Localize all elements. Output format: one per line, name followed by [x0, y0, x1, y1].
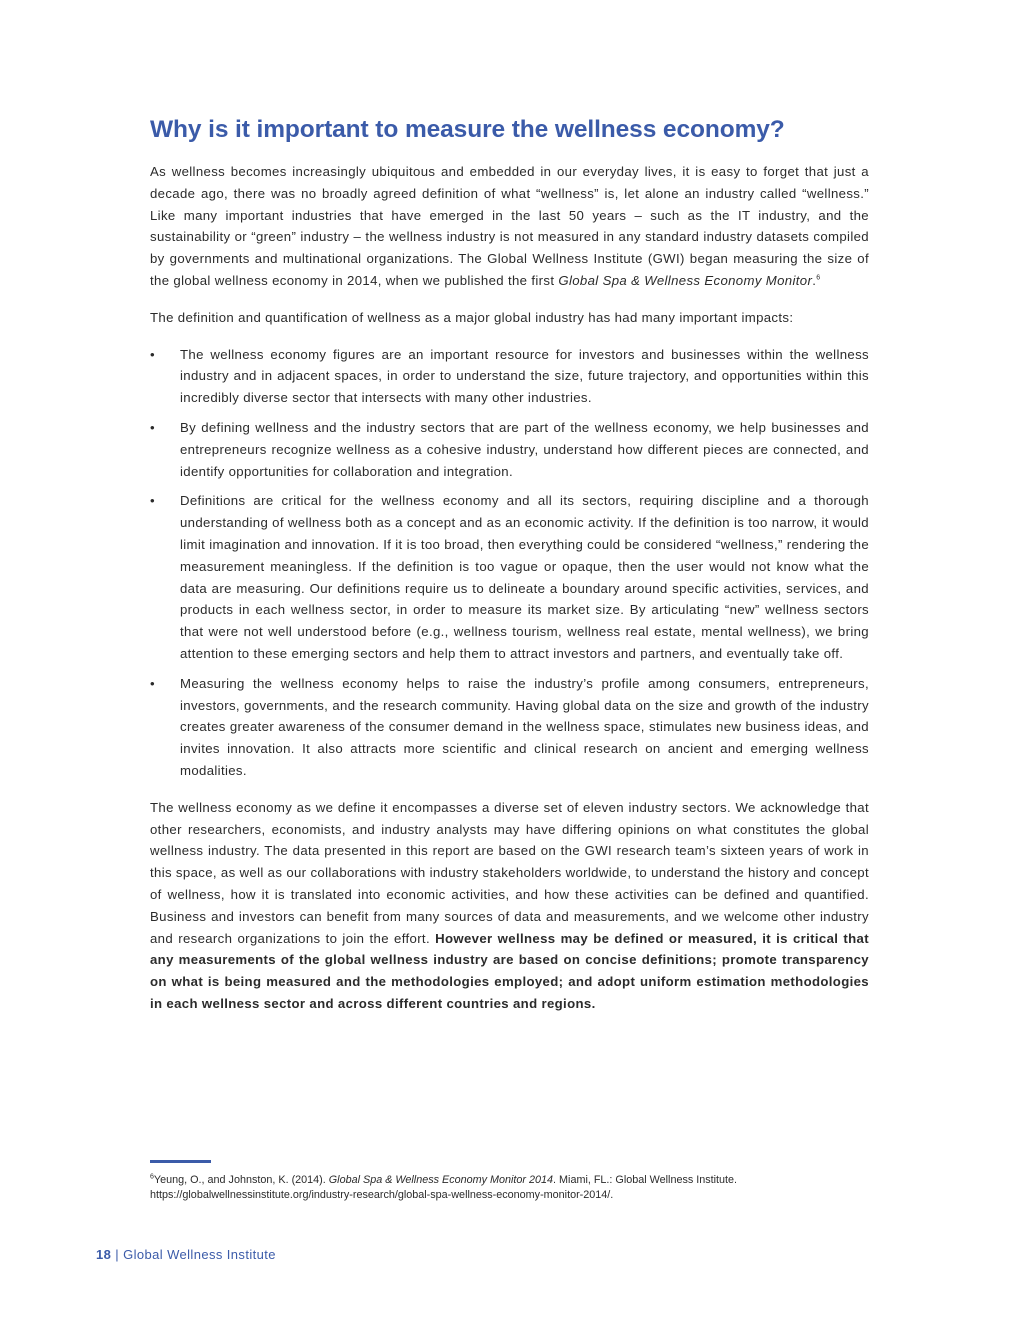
page-footer — [96, 1247, 276, 1262]
intro-text: As wellness becomes increasingly ubiquitous and embedded in our everyday lives, it is easy to forget that just a decade ago, there was no broadly agreed definition of what “wellness” is, let alone an industry called “wellness.” Like many important industries that have emerged in the last 50 years – such as the IT industry, and the sustainability or “green” industry – the wellness industry is not measured in any standard industry datasets compiled by governments and multinational organizations. The Global Wellness Institute (GWI) began measuring the size of the global wellness economy in 2014, when we published the first — [150, 164, 869, 288]
article-body — [150, 161, 869, 1030]
list-item — [150, 417, 869, 482]
bullet-icon: • — [150, 419, 155, 435]
footnote-publisher: . Miami, FL.: Global Wellness Institute. — [553, 1174, 738, 1186]
closing-text: The wellness economy as we define it encompasses a diverse set of eleven industry sectors. We acknowledge that other researchers, economists, and industry analysts may have differing opinions on what constitutes the global wellness industry. The data presented in this report are based on the GWI research team’s sixteen years of work in this space, as well as our collaborations with industry stakeholders worldwide, to understand the history and concept of wellness, how it is translated into economic activities, and how these activities can be defined and quantified. Business and investors can benefit from many sources of data and measurements, and we welcome other industry and research organizations to join the effort. — [150, 799, 870, 946]
list-item-text: Definitions are critical for the wellness economy and all its sectors, requiring discipline and a thorough understanding of wellness both as a concept and as an economic activity. If the definition is too narrow, it would limit imagination and innovation. If it is too broad, then everything could be considered “wellness,” rendering the measurement meaningless. If the definition is too vague or opaque, then the user would not know what the data are measuring. Our definitions require us to delineate a boundary around specific activities, services, and products in each wellness sector, in order to measure its market size. By articulating “new” wellness sectors that were not well understood before (e.g., wellness tourism, wellness real estate, mental wellness), we bring attention to these emerging sectors and help them to attract investors and partners, and eventually take off. — [180, 493, 870, 661]
footer-organization: Global Wellness Institute — [123, 1247, 276, 1262]
list-item-text: By defining wellness and the industry sectors that are part of the wellness economy, we help businesses and entrepreneurs recognize wellness as a cohesive industry, understand how different pieces are connected, and identify opportunities for collaboration and integration. — [180, 419, 869, 479]
page-title: Why is it important to measure the wellness economy? — [150, 116, 785, 143]
closing-emphasis: However wellness may be defined or measured, it is critical that any measurements of the global wellness industry are based on concise definitions; promote transparency on what is being measured and the methodologies employed; and adopt uniform estimation methodologies in each wellness sector and across different countries and regions. — [150, 930, 869, 1011]
list-item — [150, 344, 869, 409]
bullet-icon: • — [150, 346, 155, 362]
footnote-number: 6 — [150, 1173, 154, 1181]
list-item-text: Measuring the wellness economy helps to raise the industry’s profile among consumers, entrepreneurs, investors, governments, and the research community. Having global data on the size and growth of the industry creates greater awareness of the consumer demand in the wellness space, stimulates new business ideas, and invites innovation. It also attracts more scientific and clinical research on ancient and emerging wellness modalities. — [180, 675, 869, 778]
intro-publication-title: Global Spa & Wellness Economy Monitor — [558, 272, 813, 288]
intro-paragraph — [150, 161, 869, 292]
intro-end: . — [812, 272, 817, 288]
footnote-text: Yeung, O., and Johnston, K. (2014). — [153, 1174, 329, 1186]
list-item-text: The wellness economy figures are an important resource for investors and businesses within the wellness industry and in adjacent spaces, in order to understand the size, future trajectory, and opportunities within this incredibly diverse sector that intersects with many other industries. — [180, 346, 869, 406]
impacts-intro-paragraph: The definition and quantification of wellness as a major global industry has had many important impacts: — [150, 309, 794, 325]
list-item — [150, 490, 869, 664]
closing-paragraph — [150, 797, 869, 1015]
footnote-reference[interactable]: 6 — [816, 274, 821, 282]
page-number: 18 — [96, 1247, 112, 1262]
list-item — [150, 673, 869, 782]
footnote-publication-title: Global Spa & Wellness Economy Monitor 2014 — [328, 1174, 554, 1186]
footnote-link[interactable]: https://globalwellnessinstitute.org/industry-research/global-spa-wellness-economy-monitor-2014/. — [150, 1189, 614, 1201]
footnote — [150, 1173, 869, 1203]
bullet-icon: • — [150, 675, 155, 691]
impacts-list — [150, 344, 869, 782]
footer-separator: | — [115, 1247, 120, 1262]
bullet-icon: • — [150, 493, 155, 509]
footnote-divider — [150, 1160, 211, 1163]
